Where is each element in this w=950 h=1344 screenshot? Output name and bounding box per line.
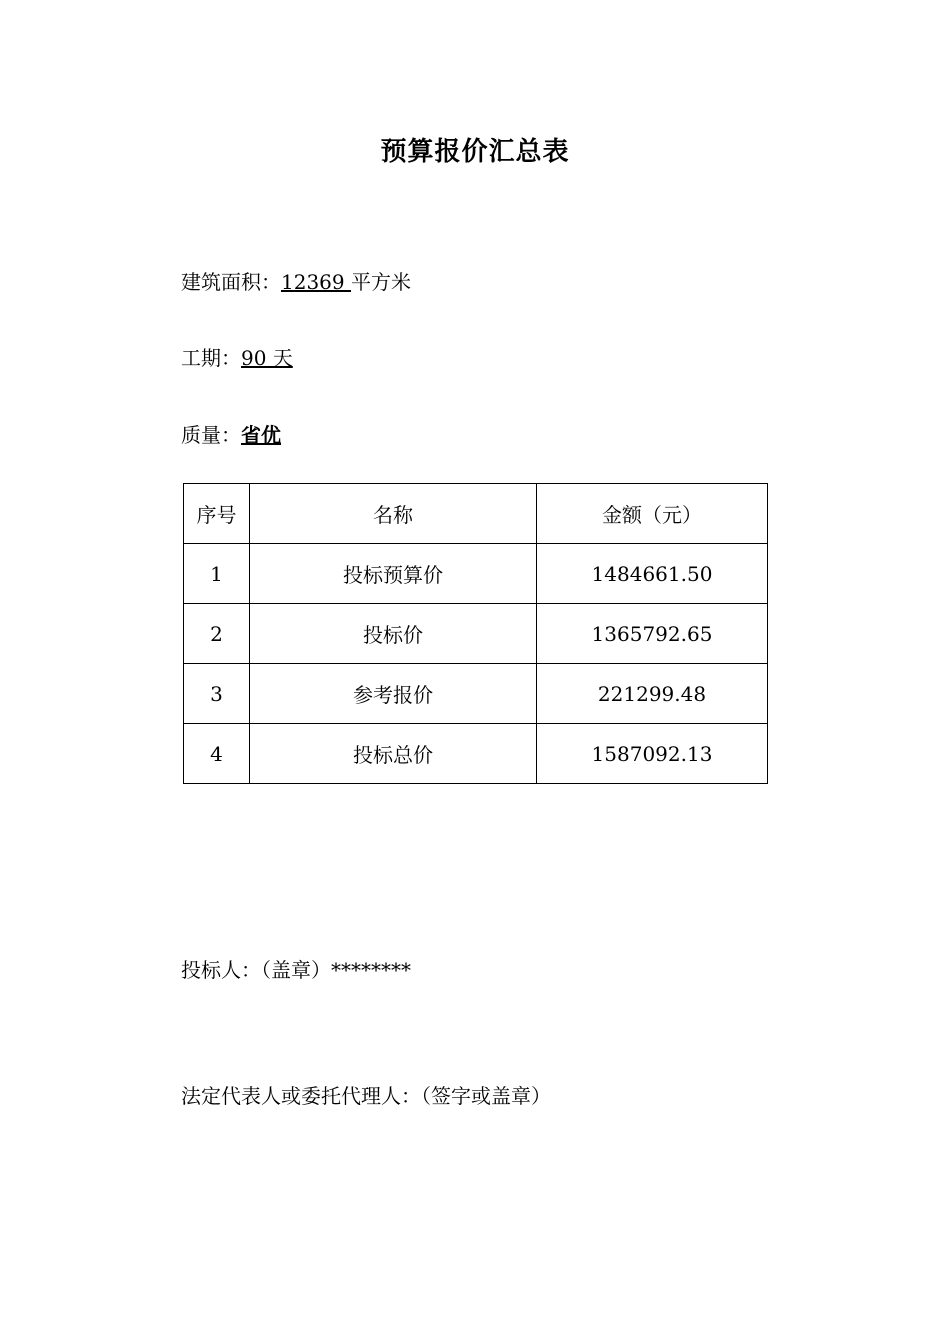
legal-representative-line: 法定代表人或委托代理人：（签字或盖章） [181, 1084, 551, 1108]
table-row [184, 604, 768, 664]
construction-period-value: 90 天 [241, 346, 293, 370]
quality-value: 省优 [241, 423, 281, 447]
building-area-line [181, 268, 411, 296]
row-index: 4 [184, 724, 250, 784]
building-area-value: 12369 [281, 270, 351, 294]
row-index: 2 [184, 604, 250, 664]
header-name: 名称 [250, 484, 537, 544]
quality-label: 质量： [181, 423, 241, 447]
row-index: 1 [184, 544, 250, 604]
page-title: 预算报价汇总表 [380, 137, 570, 167]
row-amount: 1365792.65 [537, 604, 768, 664]
table-row [184, 544, 768, 604]
table-row [184, 724, 768, 784]
row-amount: 1587092.13 [537, 724, 768, 784]
building-area-unit: 平方米 [350, 270, 411, 294]
quality-line [181, 421, 281, 449]
building-area-label: 建筑面积： [181, 270, 281, 294]
bidder-seal-line: 投标人：（盖章）******** [181, 958, 411, 982]
header-index: 序号 [184, 484, 250, 544]
table-row [184, 664, 768, 724]
row-amount: 221299.48 [537, 664, 768, 724]
row-name: 投标总价 [250, 724, 537, 784]
row-index: 3 [184, 664, 250, 724]
construction-period-label: 工期： [181, 346, 241, 370]
budget-summary-table [183, 483, 768, 784]
row-name: 投标预算价 [250, 544, 537, 604]
row-amount: 1484661.50 [537, 544, 768, 604]
header-amount: 金额（元） [537, 484, 768, 544]
construction-period-line [181, 344, 293, 372]
table-header-row [184, 484, 768, 544]
row-name: 投标价 [250, 604, 537, 664]
row-name: 参考报价 [250, 664, 537, 724]
